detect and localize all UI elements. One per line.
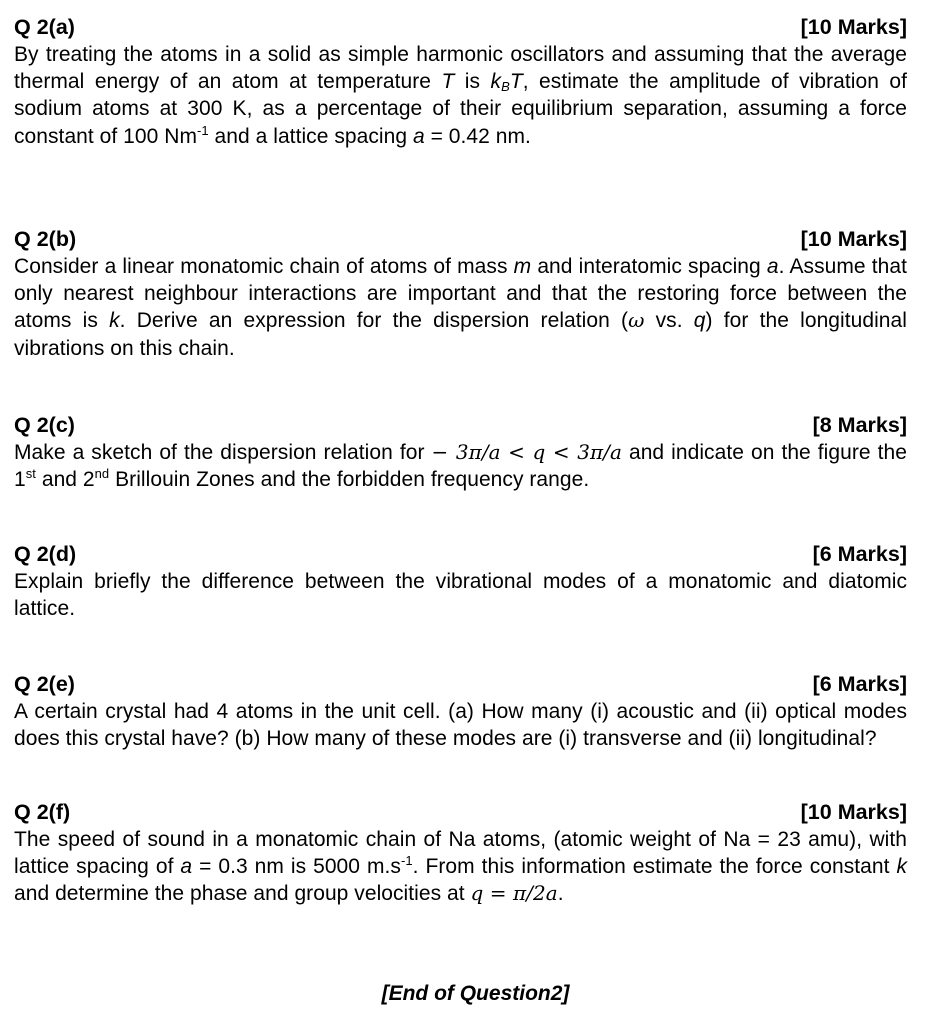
subscript-b: B	[501, 79, 510, 95]
question-header	[14, 671, 907, 698]
question-text	[14, 41, 907, 150]
math-range: − 3π/a < q < 3π/a	[431, 440, 622, 464]
marks-label: [6 Marks]	[812, 542, 907, 566]
text-run: . Assume that only nearest neighbour interactions are important and that the restoring force between the atoms is	[14, 255, 907, 333]
marks-label: [10 Marks]	[800, 15, 907, 39]
variable-a: a	[180, 855, 193, 879]
variable-k: k	[896, 855, 907, 879]
question-header	[14, 14, 907, 41]
text-run: is	[454, 70, 491, 94]
marks-label: [6 Marks]	[812, 672, 907, 696]
symbol-omega: ω	[628, 308, 645, 333]
question-2a	[14, 14, 907, 150]
question-text	[14, 439, 907, 493]
text-run: and determine the phase and group velocities at	[14, 882, 471, 906]
variable-k: k	[490, 70, 502, 94]
text-run: and interatomic spacing	[531, 255, 767, 278]
text-run: The speed of sound in a monatomic chain of Na atoms, (atomic weight of Na = 23 amu), with lattice spacing of	[14, 828, 907, 879]
question-label: Q 2(a)	[14, 15, 75, 39]
variable-t: T	[509, 70, 523, 94]
variable-m: m	[513, 255, 532, 278]
text-run: and a lattice spacing	[208, 124, 413, 148]
text-run: . Derive an expression for the dispersion relation (	[119, 309, 629, 333]
variable-a: a	[766, 255, 779, 278]
question-label: Q 2(b)	[14, 227, 77, 251]
text-run: = 0.42 nm.	[424, 124, 531, 148]
text-run: ) for the longitudinal vibrations on this chain.	[14, 309, 907, 360]
question-2d	[14, 541, 907, 622]
question-header	[14, 412, 907, 439]
question-label: Q 2(f)	[14, 800, 71, 824]
question-text	[14, 826, 907, 908]
question-header	[14, 226, 907, 253]
exponent: -1	[197, 122, 209, 138]
text-run: .	[557, 882, 564, 906]
text-run: = 0.3 nm is 5000 m.s	[192, 855, 401, 879]
ordinal-suffix: st	[25, 466, 36, 482]
text-run: Consider a linear monatomic chain of atoms of mass	[14, 255, 514, 278]
variable-a: a	[412, 124, 425, 148]
question-2b	[14, 226, 907, 362]
question-header	[14, 799, 907, 826]
text-run: and indicate on the figure the 1	[14, 441, 907, 492]
question-2c	[14, 412, 907, 493]
math-q-expression: q = π/2a	[470, 881, 558, 906]
text-run: By treating the atoms in a solid as simple harmonic oscillators and assuming that the average thermal energy of an atom at temperature	[14, 43, 907, 94]
text-run: , estimate the amplitude of vibration of sodium atoms at 300 K, as a percentage of their equilibrium separation, assuming a force constant of 100 Nm	[14, 70, 907, 148]
marks-label: [8 Marks]	[812, 413, 907, 437]
question-text	[14, 253, 907, 362]
variable-k: k	[109, 309, 120, 333]
ordinal-suffix: nd	[94, 466, 110, 482]
question-text: Explain briefly the difference between the vibrational modes of a monatomic and diatomic lattice.	[14, 570, 907, 621]
question-2f	[14, 799, 907, 908]
text-run: vs.	[644, 309, 694, 333]
question-label: Q 2(d)	[14, 542, 77, 566]
end-of-question: [End of Question2]	[381, 982, 570, 1005]
text-run: . From this information estimate the force constant	[412, 855, 897, 879]
exponent: -1	[400, 853, 413, 869]
variable-t: T	[441, 70, 455, 94]
question-label: Q 2(c)	[14, 413, 75, 437]
marks-label: [10 Marks]	[800, 800, 907, 824]
question-header	[14, 541, 907, 568]
marks-label: [10 Marks]	[800, 227, 907, 251]
variable-q: q	[693, 309, 706, 333]
question-label: Q 2(e)	[14, 672, 75, 696]
question-2e	[14, 671, 907, 752]
text-run: Brillouin Zones and the forbidden frequency range.	[109, 468, 590, 492]
question-text: A certain crystal had 4 atoms in the unit cell. (a) How many (i) acoustic and (ii) optical modes does this crystal have? (b) How many of these modes are (i) transverse and (ii) longitudinal?	[14, 700, 907, 751]
text-run: Make a sketch of the dispersion relation for	[14, 441, 432, 464]
text-run: and 2	[35, 468, 95, 492]
